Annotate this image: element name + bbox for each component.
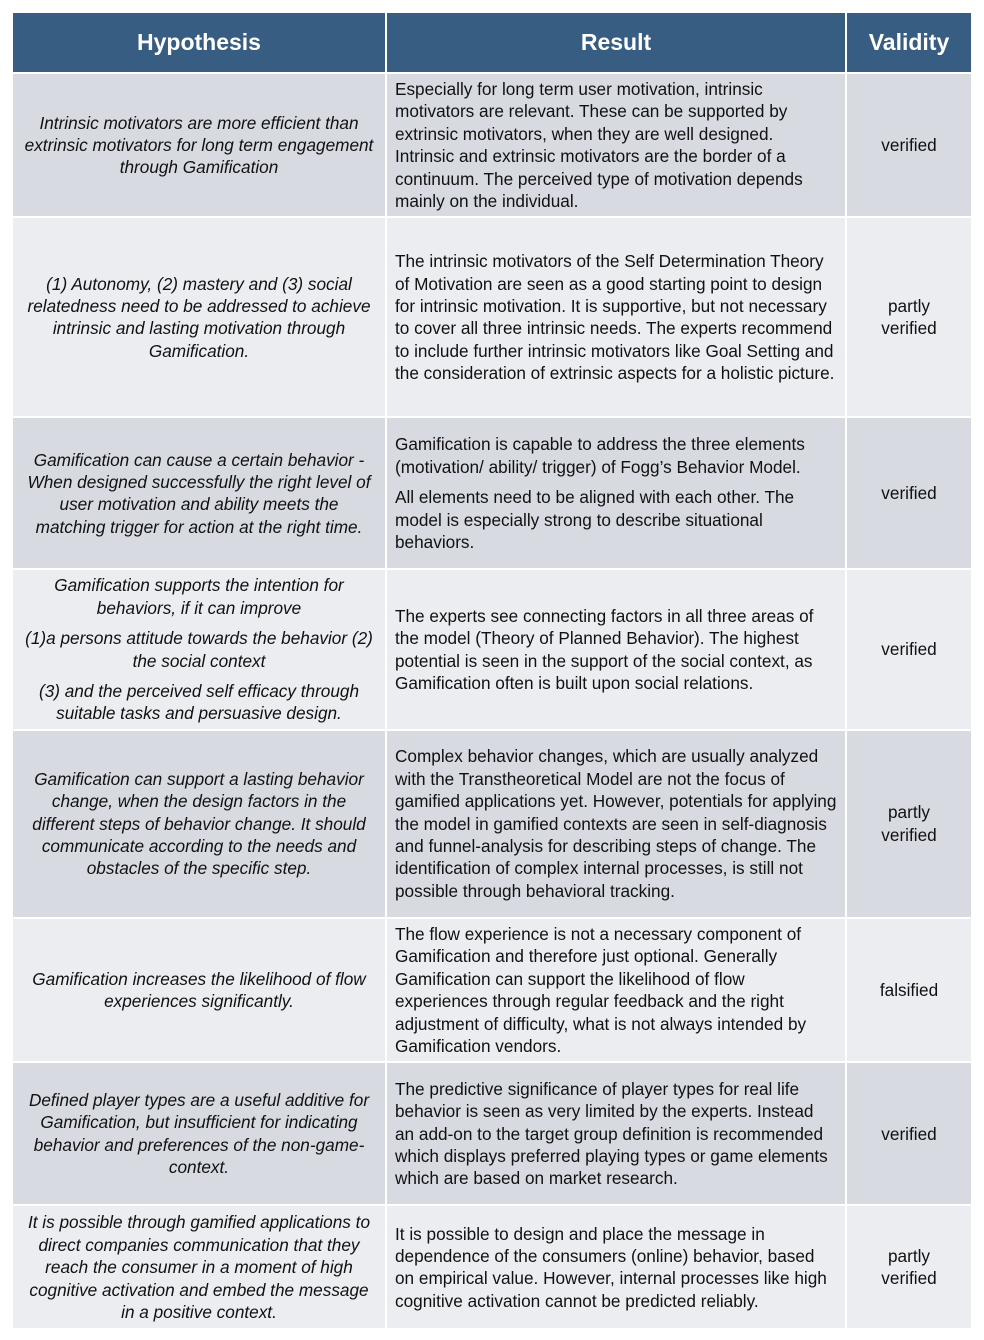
hypothesis-cell [12,1062,386,1205]
result-cell [386,569,846,729]
hypothesis-text: Gamification supports the intention for behaviors, if it can improve [54,575,344,618]
hypothesis-cell [12,73,386,217]
header-hypothesis: Hypothesis [12,12,386,73]
table-row [12,918,972,1062]
result-cell [386,217,846,417]
header-validity: Validity [846,12,972,73]
hypothesis-text: (1)a persons attitude towards the behavior (2) the social context [25,628,373,671]
validity-cell: verified [846,1062,972,1205]
validity-cell: partly verified [846,1205,972,1329]
hypothesis-text: Gamification can cause a certain behavior - When designed successfully the right level of user motivation and ability meets the matching trigger for action at the right time. [27,449,371,537]
hypothesis-cell [12,569,386,729]
table-row [12,1062,972,1205]
result-cell [386,1205,846,1329]
result-cell [386,730,846,918]
hypothesis-text: It is possible through gamified applications to direct companies communication that they reach the consumer in a moment of high cognitive activation and embed the message in a positive context. [27,1212,371,1322]
hypothesis-cell [12,730,386,918]
result-text: Gamification is capable to address the three elements (motivation/ ability/ trigger) of Fogg’s Behavior Model. [395,434,805,477]
hypothesis-cell [12,1205,386,1329]
table-row [12,569,972,729]
table-body [12,73,972,1329]
hypothesis-text: (3) and the perceived self efficacy through suitable tasks and persuasive design. [38,681,360,724]
table-row [12,217,972,417]
hypothesis-cell [12,417,386,569]
hypothesis-table [11,11,973,1330]
hypothesis-cell [12,918,386,1062]
validity-cell: verified [846,569,972,729]
table-row [12,1205,972,1329]
hypothesis-text: (1) Autonomy, (2) mastery and (3) social relatedness need to be addressed to achieve intrinsic and lasting motivation through Gamification. [27,273,371,361]
table-row [12,730,972,918]
header-result: Result [386,12,846,73]
result-text: Especially for long term user motivation, intrinsic motivators are relevant. These can be supported by extrinsic motivators, when they are well designed. Intrinsic and extrinsic motivators are the border of a continuum. The perceived type of motivation depends mainly on the individual. [395,79,803,212]
hypothesis-text: Intrinsic motivators are more efficient than extrinsic motivators for long term engagement through Gamification [24,112,374,178]
result-text: The intrinsic motivators of the Self Determination Theory of Motivation are seen as a good starting point to design for intrinsic motivation. It is supportive, but not necessary to cover all three intrinsic needs. The experts recommend to include further intrinsic motivators like Goal Setting and the consideration of extrinsic aspects for a holistic picture. [395,251,835,384]
result-text: It is possible to design and place the message in dependence of the consumers (online) behavior, based on empirical value. However, internal processes like high cognitive activation cannot be predicted reliably. [395,1223,827,1311]
table-row [12,417,972,569]
hypothesis-text: Gamification increases the likelihood of flow experiences significantly. [32,968,366,1012]
hypothesis-cell [12,217,386,417]
result-text: Complex behavior changes, which are usually analyzed with the Transtheoretical Model are not the focus of gamified applications yet. However, potentials for applying the model in gamified contexts are seen in self-diagnosis and funnel-analysis for describing steps of change. The identification of complex internal processes, is still not possible through behavioral tracking. [395,746,837,901]
result-text: The experts see connecting factors in all three areas of the model (Theory of Planned Behavior). The highest potential is seen in the support of the social context, as Gamification often is built upon social relations. [395,605,814,694]
result-cell [386,918,846,1062]
result-text: All elements need to be aligned with each other. The model is especially strong to describe situational behaviors. [395,487,795,553]
result-text: The predictive significance of player types for real life behavior is seen as very limited by the experts. Instead an add-on to the target group definition is recommended which displays preferred playing types or game elements which are based on market research. [395,1078,828,1189]
result-cell [386,1062,846,1205]
validity-cell: partly verified [846,217,972,417]
hypothesis-text: Defined player types are a useful additive for Gamification, but insufficient for indicating behavior and preferences of the non-game-context. [28,1090,370,1178]
result-text: The flow experience is not a necessary component of Gamification and therefore just optional. Generally Gamification can support the likelihood of flow experiences through regular feedback and the right adjustment of difficulty, what is not always intended by Gamification vendors. [395,923,807,1056]
result-cell [386,417,846,569]
validity-cell: verified [846,73,972,217]
validity-cell: partly verified [846,730,972,918]
result-cell [386,73,846,217]
validity-cell: falsified [846,918,972,1062]
table-row [12,73,972,217]
validity-cell: verified [846,417,972,569]
hypothesis-text: Gamification can support a lasting behavior change, when the design factors in the different steps of behavior change. It should communicate according to the needs and obstacles of the specific step. [32,768,366,879]
header-row [12,12,972,73]
